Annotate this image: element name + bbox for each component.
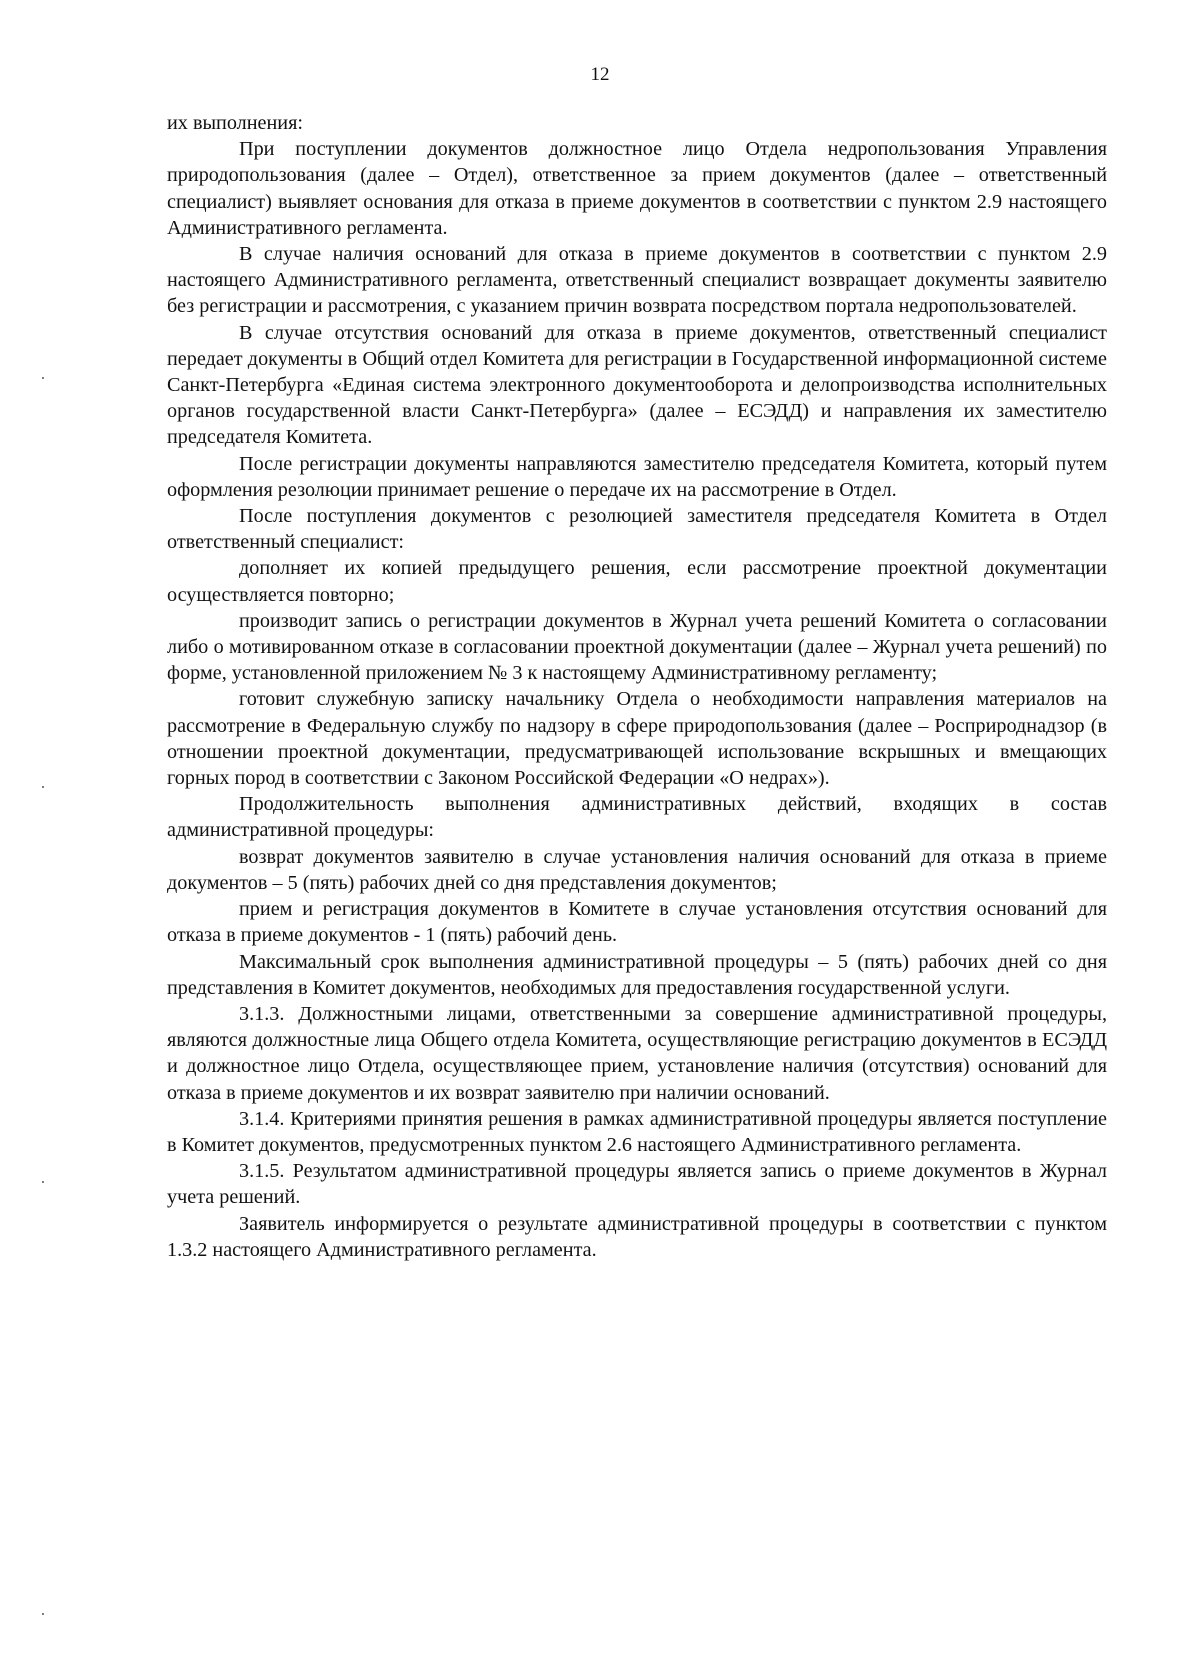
paragraph: Заявитель информируется о результате административной процедуры в соответствии с пунктом 1.3.2 настоящего Административного регламента.: [167, 1212, 1107, 1261]
list-item: готовит служебную записку начальнику Отдела о необходимости направления материалов на рассмотрение в Федеральную службу по надзору в сфере природопользования (далее – Росприроднадзор (в отношении проектной документации, предусматривающей использование вскрышных и вмещающих горных пород в соответствии с Законом Российской Федерации «О недрах»).: [167, 688, 1107, 790]
scan-speck: [42, 1181, 44, 1183]
paragraph: Продолжительность выполнения административных действий, входящих в состав административной процедуры:: [167, 793, 1107, 842]
paragraph: При поступлении документов должностное лицо Отдела недропользования Управления природопользования (далее – Отдел), ответственное за прием документов (далее – ответственный специалист) выявляет основания для отказа в приеме документов в соответствии с пунктом 2.9 настоящего Административного регламента.: [167, 138, 1107, 239]
section-3-1-5: 3.1.5. Результатом административной процедуры является запись о приеме документов в Журнал учета решений.: [167, 1160, 1107, 1209]
list-item: прием и регистрация документов в Комитете в случае установления отсутствия оснований для отказа в приеме документов - 1 (пять) рабочий день.: [167, 898, 1107, 947]
section-3-1-4: 3.1.4. Критериями принятия решения в рамках административной процедуры является поступление в Комитет документов, предусмотренных пунктом 2.6 настоящего Административного регламента.: [167, 1107, 1107, 1156]
section-3-1-3: 3.1.3. Должностными лицами, ответственными за совершение административной процедуры, являются должностные лица Общего отдела Комитета, осуществляющие регистрацию документов в ЕСЭДД и должностное лицо Отдела, осуществляющее прием, установление наличия (отсутствия) оснований для отказа в приеме документов и их возврат заявителю при наличии оснований.: [167, 1002, 1107, 1104]
list-item: возврат документов заявителю в случае установления наличия оснований для отказа в приеме документов – 5 (пять) рабочих дней со дня представления документов;: [167, 845, 1107, 894]
scan-speck: [42, 1613, 44, 1615]
paragraph: В случае отсутствия оснований для отказа в приеме документов, ответственный специалист передает документы в Общий отдел Комитета для регистрации в Государственной информационной системе Санкт-Петербурга «Единая система электронного документооборота и делопроизводства исполнительных органов государственной власти Санкт-Петербурга» (далее – ЕСЭДД) и направления их заместителю председателя Комитета.: [167, 321, 1107, 449]
document-body: [167, 110, 1107, 1263]
scan-speck: [42, 377, 44, 379]
paragraph: Максимальный срок выполнения административной процедуры – 5 (пять) рабочих дней со дня представления в Комитет документов, необходимых для предоставления государственной услуги.: [167, 950, 1107, 999]
paragraph: В случае наличия оснований для отказа в приеме документов в соответствии с пунктом 2.9 настоящего Административного регламента, ответственный специалист возвращает документы заявителю без регистрации и рассмотрения, с указанием причин возврата посредством портала недропользователей.: [167, 243, 1107, 318]
list-item: дополняет их копией предыдущего решения, если рассмотрение проектной документации осуществляется повторно;: [167, 557, 1107, 606]
paragraph: После поступления документов с резолюцией заместителя председателя Комитета в Отдел ответственный специалист:: [167, 505, 1107, 554]
list-item: производит запись о регистрации документов в Журнал учета решений Комитета о согласовании либо о мотивированном отказе в согласовании проектной документации (далее – Журнал учета решений) по форме, установленной приложением № 3 к настоящему Административному регламенту;: [167, 609, 1107, 685]
scan-speck: [42, 786, 44, 788]
paragraph: После регистрации документы направляются заместителю председателя Комитета, который путем оформления резолюции принимает решение о передаче их на рассмотрение в Отдел.: [167, 452, 1107, 501]
page-number: 12: [590, 64, 610, 85]
paragraph-continuation: их выполнения:: [167, 112, 304, 134]
